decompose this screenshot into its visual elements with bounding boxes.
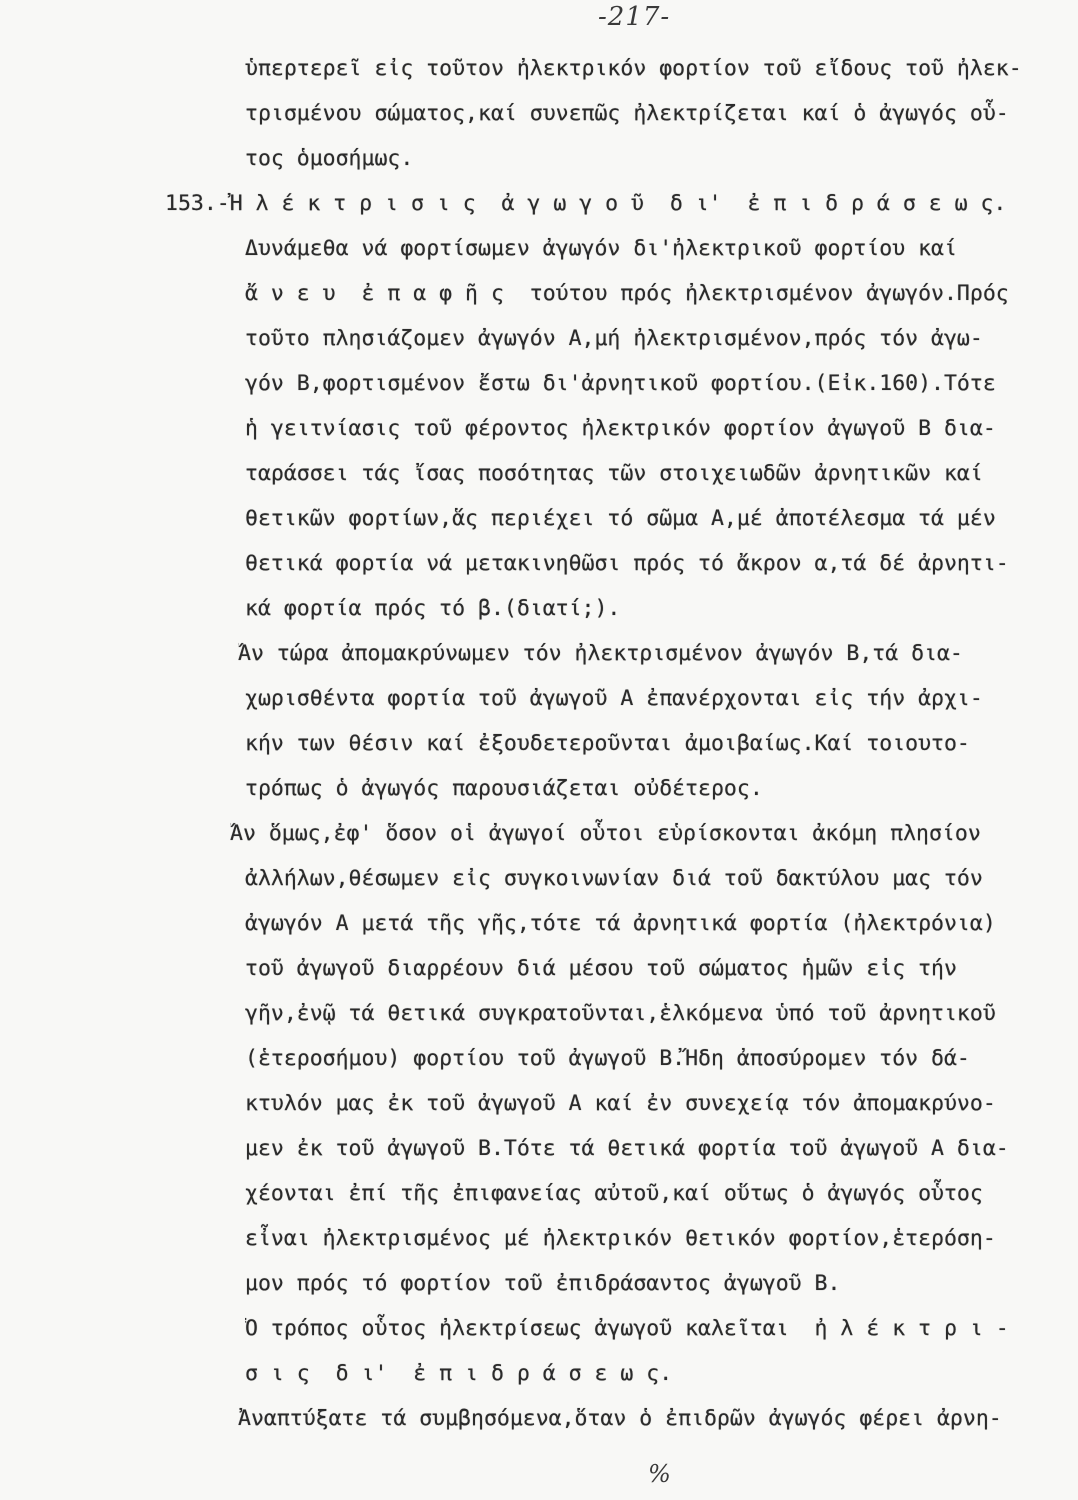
text-line: ἀγωγόν Α μετά τῆς γῆς,τότε τά ἀρνητικά φορτία (ἠλεκτρόνια)	[245, 911, 996, 936]
text-line: χωρισθέντα φορτία τοῦ ἀγωγοῦ Α ἐπανέρχονται εἰς τήν ἀρχι-	[245, 686, 983, 711]
text-line: τρισμένου σώματος,καί συνεπῶς ἠλεκτρίζεται καί ὁ ἀγωγός οὗ-	[245, 101, 1009, 126]
text-line: (ἑτεροσήμου) φορτίου τοῦ ἀγωγοῦ Β.Ἤδη ἀποσύρομεν τόν δά-	[245, 1046, 970, 1071]
section-heading-153: 153.-Ἠ λ έ κ τ ρ ι σ ι ς ἀ γ ω γ ο ῦ δ ι' ἐ π ι δ ρ ά σ ε ω ς.	[165, 191, 1007, 216]
typewritten-text-body	[0, 46, 1078, 1441]
text-line: θετικά φορτία νά μετακινηθῶσι πρός τό ἄκρον α,τά δέ ἀρνητι-	[245, 551, 1009, 576]
text-line: ταράσσει τάς ἴσας ποσότητας τῶν στοιχειωδῶν ἀρνητικῶν καί	[245, 461, 983, 486]
text-line: κήν των θέσιν καί ἐξουδετεροῦνται ἀμοιβαίως.Καί τοιουτο-	[245, 731, 970, 756]
page-number: -217-	[598, 2, 671, 32]
paragraph-start-line: Ἄν τώρα ἀπομακρύνωμεν τόν ἠλεκτρισμένον ἀγωγόν Β,τά δια-	[238, 641, 963, 666]
text-line: ἄ ν ε υ ἐ π α φ ῆ ς τούτου πρός ἠλεκτρισμένον ἀγωγόν.Πρός	[245, 281, 1009, 306]
text-line: ὑπερτερεῖ εἰς τοῦτον ἠλεκτρικόν φορτίον τοῦ εἴδους τοῦ ἠλεκ-	[245, 56, 1022, 81]
text-line: κά φορτία πρός τό β.(διατί;).	[245, 596, 621, 621]
text-line: κτυλόν μας ἐκ τοῦ ἀγωγοῦ Α καί ἐν συνεχείᾳ τόν ἀπομακρύνο-	[245, 1091, 996, 1116]
text-line: γῆν,ἐνῷ τά θετικά συγκρατοῦνται,ἑλκόμενα ὑπό τοῦ ἀρνητικοῦ	[245, 1001, 996, 1026]
text-line: ἡ γειτνίασις τοῦ φέροντος ἠλεκτρικόν φορτίον ἀγωγοῦ Β δια-	[245, 416, 996, 441]
paragraph-start-line: Ἀναπτύξατε τά συμβησόμενα,ὅταν ὁ ἐπιδρῶν ἀγωγός φέρει ἀρνη-	[238, 1406, 1002, 1431]
text-line: μον πρός τό φορτίον τοῦ ἐπιδράσαντος ἀγωγοῦ Β.	[245, 1271, 841, 1296]
text-line: ἀλλήλων,θέσωμεν εἰς συγκοινωνίαν διά τοῦ δακτύλου μας τόν	[245, 866, 983, 891]
text-line: Δυνάμεθα νά φορτίσωμεν ἀγωγόν δι'ἠλεκτρικοῦ φορτίου καί	[245, 236, 957, 261]
paragraph-start-line: Ἄν ὅμως,ἐφ' ὅσον οἱ ἀγωγοί οὗτοι εὑρίσκονται ἀκόμη πλησίον	[230, 821, 981, 846]
text-line: χέονται ἐπί τῆς ἐπιφανείας αὐτοῦ,καί οὕτως ὁ ἀγωγός οὗτος	[245, 1181, 983, 1206]
footer-mark: %	[648, 1460, 671, 1488]
text-line: τρόπως ὁ ἀγωγός παρουσιάζεται οὐδέτερος.	[245, 776, 763, 801]
paragraph-start-line: Ὁ τρόπος οὗτος ἠλεκτρίσεως ἀγωγοῦ καλεῖται ἠ λ έ κ τ ρ ι -	[245, 1316, 1009, 1341]
text-line: θετικῶν φορτίων,ἅς περιέχει τό σῶμα Α,μέ ἀποτέλεσμα τά μέν	[245, 506, 996, 531]
text-line: σ ι ς δ ι' ἐ π ι δ ρ ά σ ε ω ς.	[245, 1361, 673, 1386]
text-line: τοῦτο πλησιάζομεν ἀγωγόν Α,μή ἠλεκτρισμένον,πρός τόν ἀγω-	[245, 326, 983, 351]
text-line: τοῦ ἀγωγοῦ διαρρέουν διά μέσου τοῦ σώματος ἡμῶν εἰς τήν	[245, 956, 957, 981]
text-line: μεν ἐκ τοῦ ἀγωγοῦ Β.Τότε τά θετικά φορτία τοῦ ἀγωγοῦ Α δια-	[245, 1136, 1009, 1161]
text-line: εἶναι ἠλεκτρισμένος μέ ἠλεκτρικόν θετικόν φορτίον,ἑτερόση-	[245, 1226, 996, 1251]
text-line: γόν Β,φορτισμένον ἔστω δι'ἀρνητικοῦ φορτίου.(Εἰκ.160).Τότε	[245, 371, 996, 396]
text-line: τος ὁμοσήμως.	[245, 146, 414, 171]
